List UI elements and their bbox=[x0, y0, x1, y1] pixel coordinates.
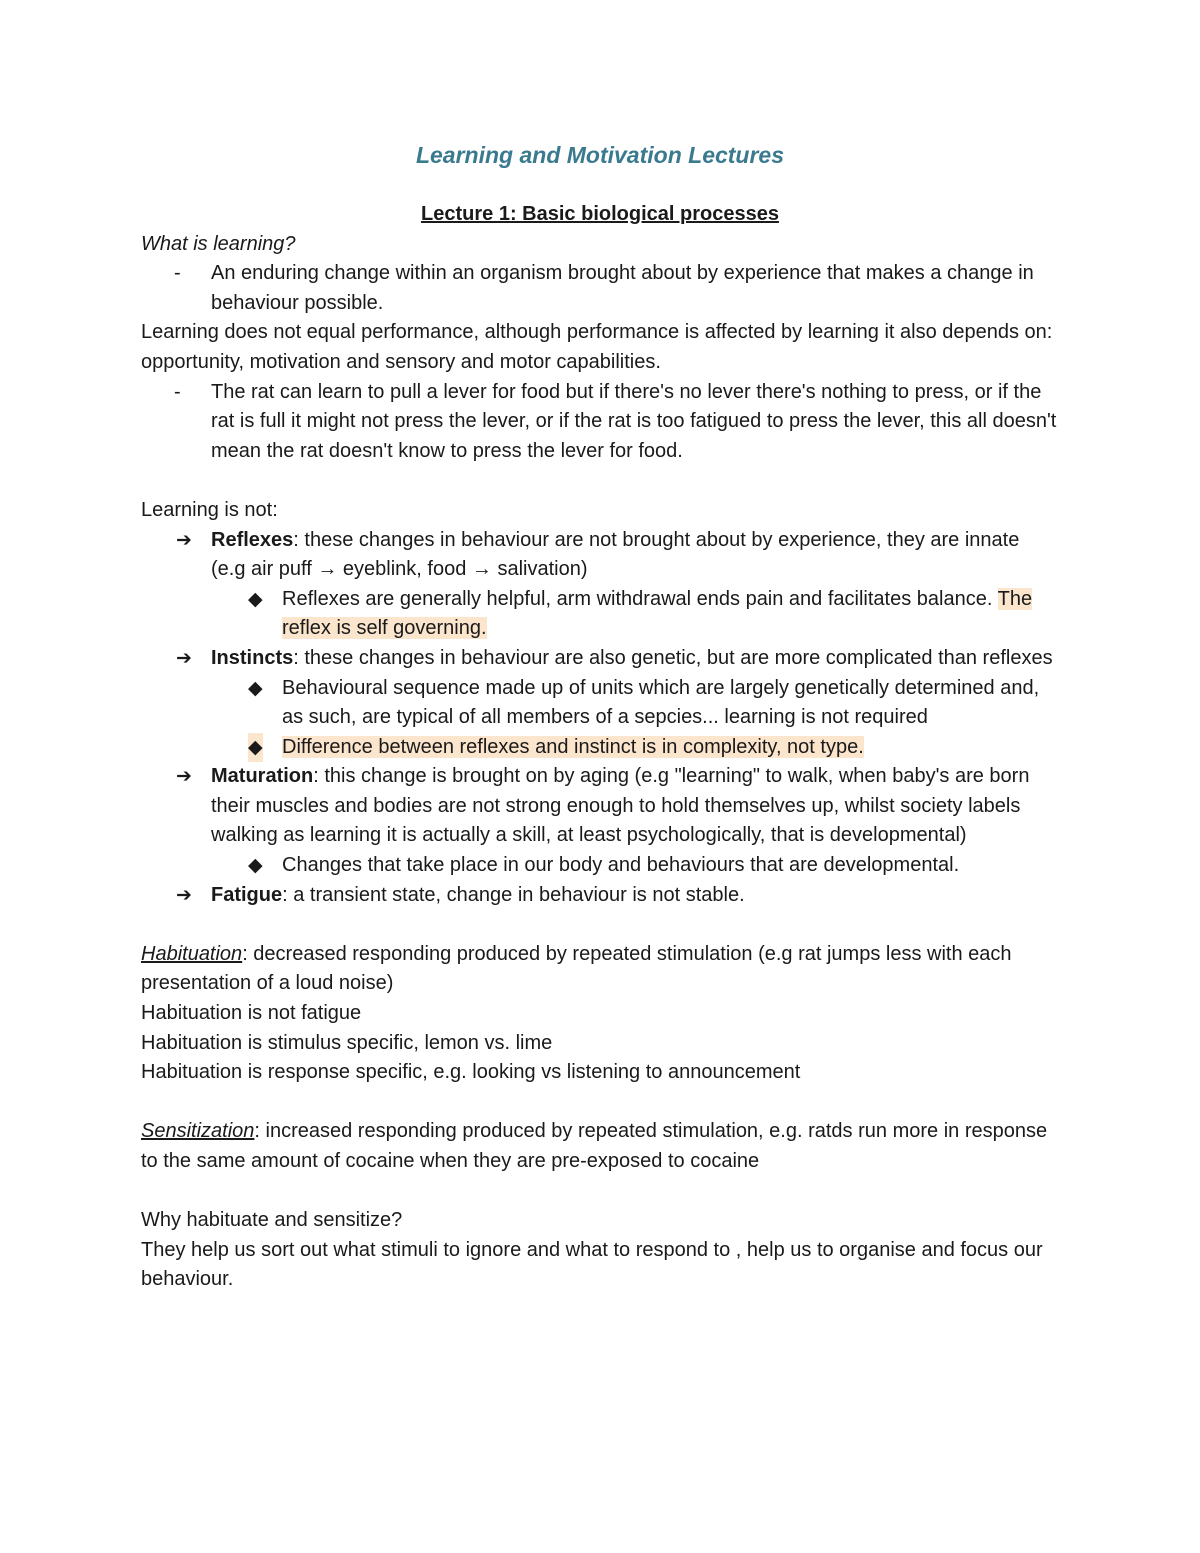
diamond-bullet-icon: ◆ bbox=[248, 587, 263, 610]
document-title: Learning and Motivation Lectures bbox=[415, 142, 785, 168]
document-page bbox=[141, 140, 1059, 1295]
arrow-bullet-icon: ➔ bbox=[176, 883, 192, 906]
reflexes-term: Reflexes bbox=[211, 528, 294, 551]
dash-bullet: - bbox=[174, 262, 181, 285]
reflexes-subitem bbox=[141, 585, 1059, 644]
rat-example-text: The rat can learn to pull a lever for food but if there's no lever there's nothing to press, or if the rat is full it might not press the lever, or if the rat is too fatigued to press the lever, this all doesn't mean the rat doesn't know to press the lever for food. bbox=[211, 380, 1057, 462]
dash-bullet: - bbox=[174, 380, 181, 403]
learning-definition-text: An enduring change within an organism brought about by experience that makes a change in behaviour possible. bbox=[211, 262, 1034, 314]
maturation-item bbox=[141, 762, 1059, 851]
learning-is-not-heading: Learning is not: bbox=[141, 498, 278, 521]
maturation-term: Maturation bbox=[211, 765, 314, 788]
arrow-bullet-icon: ➔ bbox=[176, 528, 192, 551]
habituation-term: Habituation bbox=[141, 942, 243, 965]
reflexes-item bbox=[141, 526, 1059, 585]
fatigue-term: Fatigue bbox=[211, 883, 283, 906]
instincts-sub1-text: Behavioural sequence made up of units which are largely genetically determined and, as such, are typical of all members of a sepcies... learning is not required bbox=[282, 676, 1040, 729]
sensitization-definition-text: : increased responding produced by repeated stimulation, e.g. ratds run more in response to the same amount of cocaine when they are pre-exposed to cocaine bbox=[141, 1120, 1048, 1172]
diamond-bullet-icon: ◆ bbox=[248, 733, 263, 763]
spacer bbox=[141, 1177, 1059, 1207]
sensitization-term: Sensitization bbox=[141, 1120, 255, 1143]
habituation-line-3: Habituation is response specific, e.g. looking vs listening to announcement bbox=[141, 1061, 801, 1084]
arrow-bullet-icon: ➔ bbox=[176, 765, 192, 788]
performance-paragraph: Learning does not equal performance, although performance is affected by learning it also depends on: opportunity, motivation and sensory and motor capabilities. bbox=[141, 321, 1053, 373]
fatigue-text: : a transient state, change in behaviour is not stable. bbox=[282, 883, 745, 906]
diamond-bullet-icon: ◆ bbox=[248, 854, 263, 877]
spacer bbox=[141, 910, 1059, 940]
instincts-text: : these changes in behaviour are also genetic, but are more complicated than reflexes bbox=[293, 646, 1053, 669]
lecture-heading: Lecture 1: Basic biological processes bbox=[421, 203, 779, 225]
why-question: Why habituate and sensitize? bbox=[141, 1209, 403, 1232]
instincts-subitem-1 bbox=[141, 674, 1059, 733]
fatigue-item bbox=[141, 881, 1059, 911]
habituation-definition-text: : decreased responding produced by repeated stimulation (e.g rat jumps less with each presentation of a loud noise) bbox=[141, 942, 1012, 995]
habituation-definition bbox=[141, 940, 1059, 999]
learning-definition-item bbox=[141, 259, 1059, 318]
what-is-learning-question: What is learning? bbox=[141, 232, 296, 255]
why-answer: They help us sort out what stimuli to ignore and what to respond to , help us to organise and focus our behaviour. bbox=[141, 1238, 1043, 1291]
instincts-term: Instincts bbox=[211, 646, 294, 669]
sensitization-definition bbox=[141, 1117, 1059, 1176]
instincts-subitem-2 bbox=[141, 733, 1059, 763]
diamond-bullet-icon: ◆ bbox=[248, 676, 263, 699]
habituation-line-1: Habituation is not fatigue bbox=[141, 1002, 362, 1025]
rat-example-item bbox=[141, 378, 1059, 467]
reflexes-highlight: The reflex is self governing. bbox=[282, 587, 1033, 640]
instincts-sub2-highlight: Difference between reflexes and instinct is in complexity, not type. bbox=[282, 735, 864, 758]
reflexes-sub-text: Reflexes are generally helpful, arm withdrawal ends pain and facilitates balance. bbox=[282, 587, 993, 610]
spacer bbox=[141, 466, 1059, 496]
maturation-sub-text: Changes that take place in our body and behaviours that are developmental. bbox=[282, 854, 960, 877]
instincts-item bbox=[141, 644, 1059, 674]
reflexes-text: : these changes in behaviour are not brought about by experience, they are innate (e.g air puff → eyeblink, food → salivation) bbox=[211, 528, 1020, 581]
spacer bbox=[141, 1088, 1059, 1118]
habituation-line-2: Habituation is stimulus specific, lemon vs. lime bbox=[141, 1031, 553, 1054]
arrow-bullet-icon: ➔ bbox=[176, 646, 192, 669]
maturation-subitem bbox=[141, 851, 1059, 881]
maturation-text: : this change is brought on by aging (e.g "learning" to walk, when baby's are born their muscles and bodies are not strong enough to hold themselves up, whilst society labels walking as learning it is actually a skill, at least psychologically, that is developmental) bbox=[211, 765, 1030, 847]
